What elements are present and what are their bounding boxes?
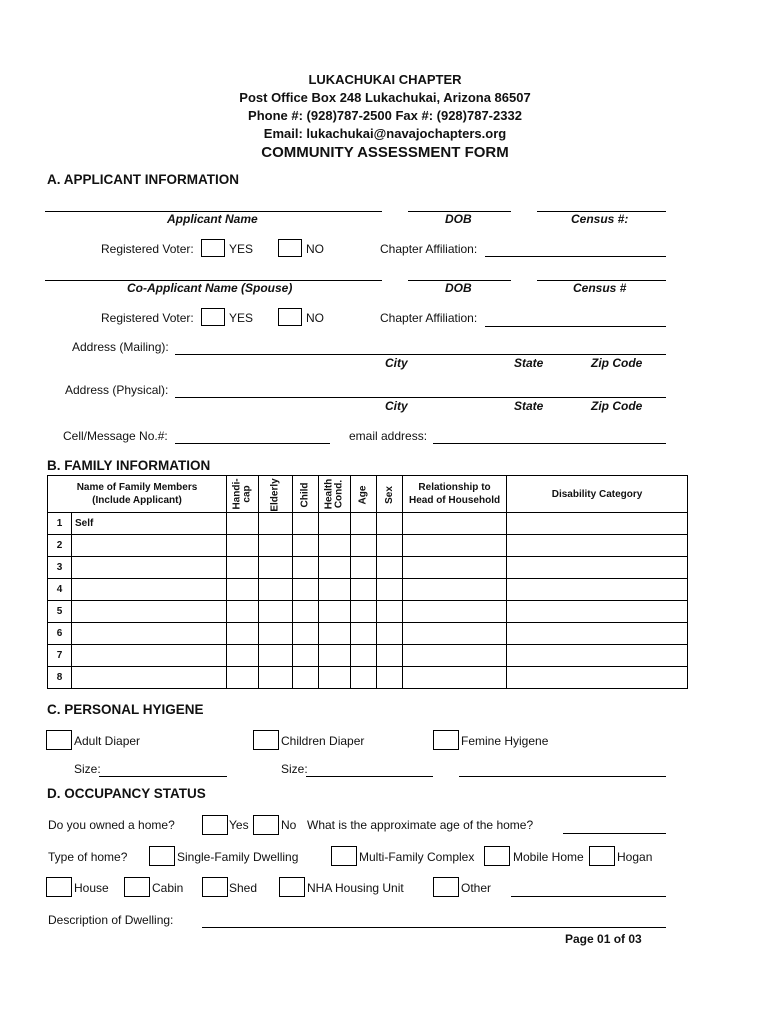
children-diaper-checkbox[interactable] [253, 730, 279, 750]
co-voter-no-checkbox[interactable] [278, 308, 302, 326]
applicant-name-label: Applicant Name [167, 212, 258, 226]
row-number: 7 [48, 645, 72, 667]
own-home-yes-checkbox[interactable] [202, 815, 228, 835]
type-home-label: Type of home? [48, 850, 128, 864]
col-handicap-l1: Handi- [231, 477, 243, 510]
other-field[interactable] [511, 896, 666, 897]
child-cell[interactable] [293, 623, 319, 645]
single-family-checkbox[interactable] [149, 846, 175, 866]
handicap-cell[interactable] [227, 513, 259, 535]
health-cell[interactable] [319, 557, 351, 579]
co-voter-yes-checkbox[interactable] [201, 308, 225, 326]
org-address: Post Office Box 248 Lukachukai, Arizona 86507 [239, 90, 531, 105]
col-child-label: Child [299, 482, 311, 507]
col-handicap-header [227, 476, 259, 513]
health-cell[interactable] [319, 601, 351, 623]
child-cell[interactable] [293, 513, 319, 535]
femine-hygiene-label: Femine Hyigene [461, 734, 549, 748]
voter-no-label: NO [306, 242, 324, 256]
health-cell[interactable] [319, 645, 351, 667]
member-name-cell[interactable] [72, 557, 227, 579]
registered-voter-label: Registered Voter: [101, 242, 194, 256]
disability-cell[interactable] [507, 535, 688, 557]
other-label: Other [461, 881, 492, 895]
child-cell[interactable] [293, 645, 319, 667]
handicap-cell[interactable] [227, 601, 259, 623]
member-name-cell[interactable] [72, 623, 227, 645]
disability-cell[interactable] [507, 513, 688, 535]
row-number: 1 [48, 513, 72, 535]
col-rel-line2: Head of Household [408, 495, 501, 506]
family-row [48, 645, 688, 667]
col-elderly-label: Elderly [269, 477, 281, 512]
age-cell[interactable] [351, 601, 377, 623]
own-home-yes-label: Yes [229, 818, 249, 832]
cell-field[interactable] [175, 443, 330, 444]
member-name-cell[interactable] [72, 579, 227, 601]
col-sex-label: Sex [383, 485, 395, 504]
sex-cell[interactable] [377, 557, 403, 579]
row-number: 6 [48, 623, 72, 645]
row-number: 3 [48, 557, 72, 579]
sex-cell[interactable] [377, 535, 403, 557]
col-health-l2: Cond. [333, 479, 345, 508]
other-checkbox[interactable] [433, 877, 459, 897]
child-cell[interactable] [293, 557, 319, 579]
address-physical-field[interactable] [175, 397, 666, 398]
col-elderly-header [259, 476, 293, 513]
email-address-label: email address: [349, 429, 428, 443]
mobile-home-checkbox[interactable] [484, 846, 510, 866]
section-d-title: D. OCCUPANCY STATUS [47, 786, 206, 801]
cabin-checkbox[interactable] [124, 877, 150, 897]
size3-field[interactable] [459, 776, 666, 777]
col-name-line1: Name of Family Members [76, 482, 198, 493]
family-row [48, 623, 688, 645]
relationship-cell[interactable] [403, 601, 507, 623]
sex-cell[interactable] [377, 513, 403, 535]
age-cell[interactable] [351, 667, 377, 689]
org-name: LUKACHUKAI CHAPTER [308, 72, 462, 87]
health-cell[interactable] [319, 667, 351, 689]
org-email: Email: lukachukai@navajochapters.org [263, 126, 507, 141]
nha-checkbox[interactable] [279, 877, 305, 897]
page-number: Page 01 of 03 [565, 932, 642, 946]
member-name-cell[interactable] [72, 601, 227, 623]
child-cell[interactable] [293, 535, 319, 557]
handicap-cell[interactable] [227, 645, 259, 667]
shed-label: Shed [229, 881, 258, 895]
relationship-cell[interactable] [403, 623, 507, 645]
elderly-cell[interactable] [259, 667, 293, 689]
size1-field[interactable] [99, 776, 227, 777]
col-age-header [351, 476, 377, 513]
co-voter-no-label: NO [306, 311, 324, 325]
co-voter-yes-label: YES [229, 311, 254, 325]
address-mailing-label: Address (Mailing): [72, 340, 169, 354]
disability-cell[interactable] [507, 645, 688, 667]
multi-family-checkbox[interactable] [331, 846, 357, 866]
elderly-cell[interactable] [259, 601, 293, 623]
elderly-cell[interactable] [259, 623, 293, 645]
disability-cell[interactable] [507, 667, 688, 689]
multi-family-label: Multi-Family Complex [359, 850, 475, 864]
chapter-affiliation-field[interactable] [485, 256, 666, 257]
row-number: 5 [48, 601, 72, 623]
handicap-cell[interactable] [227, 623, 259, 645]
email-address-field[interactable] [433, 443, 666, 444]
elderly-cell[interactable] [259, 579, 293, 601]
row-number: 8 [48, 667, 72, 689]
chapter-affiliation-label: Chapter Affiliation: [380, 242, 478, 256]
relationship-cell[interactable] [403, 535, 507, 557]
age-cell[interactable] [351, 557, 377, 579]
sex-cell[interactable] [377, 601, 403, 623]
family-row [48, 667, 688, 689]
dob-label: DOB [445, 212, 472, 226]
col-age-label: Age [357, 485, 369, 504]
age-cell[interactable] [351, 579, 377, 601]
col-name-header [48, 476, 227, 513]
hogan-label: Hogan [617, 850, 653, 864]
child-cell[interactable] [293, 667, 319, 689]
house-checkbox[interactable] [46, 877, 72, 897]
relationship-cell[interactable] [403, 557, 507, 579]
col-disability-header: Disability Category [507, 476, 688, 513]
member-name-cell[interactable] [72, 535, 227, 557]
age-cell[interactable] [351, 623, 377, 645]
member-name-cell[interactable] [72, 667, 227, 689]
own-home-label: Do you owned a home? [48, 818, 175, 832]
sex-cell[interactable] [377, 579, 403, 601]
co-chapter-affiliation-label: Chapter Affiliation: [380, 311, 478, 325]
disability-cell[interactable] [507, 579, 688, 601]
size2-field[interactable] [306, 776, 433, 777]
child-cell[interactable] [293, 579, 319, 601]
children-diaper-label: Children Diaper [281, 734, 365, 748]
handicap-cell[interactable] [227, 579, 259, 601]
section-b-title: B. FAMILY INFORMATION [47, 458, 211, 473]
sex-cell[interactable] [377, 645, 403, 667]
elderly-cell[interactable] [259, 645, 293, 667]
family-row [48, 513, 688, 535]
member-name-cell[interactable]: Self [72, 513, 227, 535]
address-mailing-field[interactable] [175, 354, 666, 355]
description-label: Description of Dwelling: [48, 913, 174, 927]
disability-cell[interactable] [507, 557, 688, 579]
col-child-header [293, 476, 319, 513]
relationship-cell[interactable] [403, 645, 507, 667]
col-name-line2: (Include Applicant) [92, 495, 182, 506]
section-a-title: A. APPLICANT INFORMATION [47, 172, 239, 187]
physical-state-label: State [514, 399, 544, 413]
family-row [48, 579, 688, 601]
org-phone: Phone #: (928)787-2500 Fax #: (928)787-2332 [248, 108, 522, 123]
sex-cell[interactable] [377, 623, 403, 645]
member-name-cell[interactable] [72, 645, 227, 667]
adult-diaper-label: Adult Diaper [74, 734, 141, 748]
size2-label: Size: [281, 762, 308, 776]
sex-cell[interactable] [377, 667, 403, 689]
co-census-label: Census # [573, 281, 627, 295]
age-cell[interactable] [351, 535, 377, 557]
child-cell[interactable] [293, 601, 319, 623]
physical-city-label: City [385, 399, 408, 413]
house-label: House [74, 881, 109, 895]
co-applicant-label: Co-Applicant Name (Spouse) [127, 281, 293, 295]
age-cell[interactable] [351, 645, 377, 667]
single-family-label: Single-Family Dwelling [177, 850, 299, 864]
voter-no-checkbox[interactable] [278, 239, 302, 257]
relationship-cell[interactable] [403, 667, 507, 689]
health-cell[interactable] [319, 579, 351, 601]
handicap-cell[interactable] [227, 535, 259, 557]
adult-diaper-checkbox[interactable] [46, 730, 72, 750]
physical-zip-label: Zip Code [591, 399, 643, 413]
health-cell[interactable] [319, 513, 351, 535]
elderly-cell[interactable] [259, 535, 293, 557]
own-home-no-label: No [281, 818, 297, 832]
section-c-title: C. PERSONAL HYIGENE [47, 702, 204, 717]
femine-hygiene-checkbox[interactable] [433, 730, 459, 750]
mobile-home-label: Mobile Home [513, 850, 584, 864]
voter-yes-checkbox[interactable] [201, 239, 225, 257]
co-dob-label: DOB [445, 281, 472, 295]
address-physical-label: Address (Physical): [65, 383, 169, 397]
mailing-city-label: City [385, 356, 408, 370]
row-number: 2 [48, 535, 72, 557]
family-table-header [48, 476, 688, 513]
voter-yes-label: YES [229, 242, 254, 256]
size1-label: Size: [74, 762, 101, 776]
family-row [48, 601, 688, 623]
family-table [47, 475, 688, 689]
col-health-header [319, 476, 351, 513]
row-number: 4 [48, 579, 72, 601]
health-cell[interactable] [319, 623, 351, 645]
census-label: Census #: [571, 212, 629, 226]
col-relationship-header [403, 476, 507, 513]
col-health-l1: Health [323, 478, 335, 509]
col-rel-line1: Relationship to [418, 482, 491, 493]
relationship-cell[interactable] [403, 513, 507, 535]
relationship-cell[interactable] [403, 579, 507, 601]
family-row [48, 557, 688, 579]
form-title: COMMUNITY ASSESSMENT FORM [261, 144, 509, 161]
col-sex-header [377, 476, 403, 513]
mailing-zip-label: Zip Code [591, 356, 643, 370]
mailing-state-label: State [514, 356, 544, 370]
handicap-cell[interactable] [227, 667, 259, 689]
col-handicap-l2: cap [241, 484, 253, 503]
shed-checkbox[interactable] [202, 877, 228, 897]
handicap-cell[interactable] [227, 557, 259, 579]
co-chapter-affiliation-field[interactable] [485, 326, 666, 327]
age-cell[interactable] [351, 513, 377, 535]
cell-label: Cell/Message No.#: [63, 429, 168, 443]
own-home-no-checkbox[interactable] [253, 815, 279, 835]
health-cell[interactable] [319, 535, 351, 557]
co-registered-voter-label: Registered Voter: [101, 311, 194, 325]
nha-label: NHA Housing Unit [307, 881, 404, 895]
description-field[interactable] [202, 927, 666, 928]
home-age-label: What is the approximate age of the home? [307, 818, 534, 832]
hogan-checkbox[interactable] [589, 846, 615, 866]
disability-cell[interactable] [507, 623, 688, 645]
family-row [48, 535, 688, 557]
elderly-cell[interactable] [259, 513, 293, 535]
cabin-label: Cabin [152, 881, 184, 895]
home-age-field[interactable] [563, 833, 666, 834]
disability-cell[interactable] [507, 601, 688, 623]
elderly-cell[interactable] [259, 557, 293, 579]
